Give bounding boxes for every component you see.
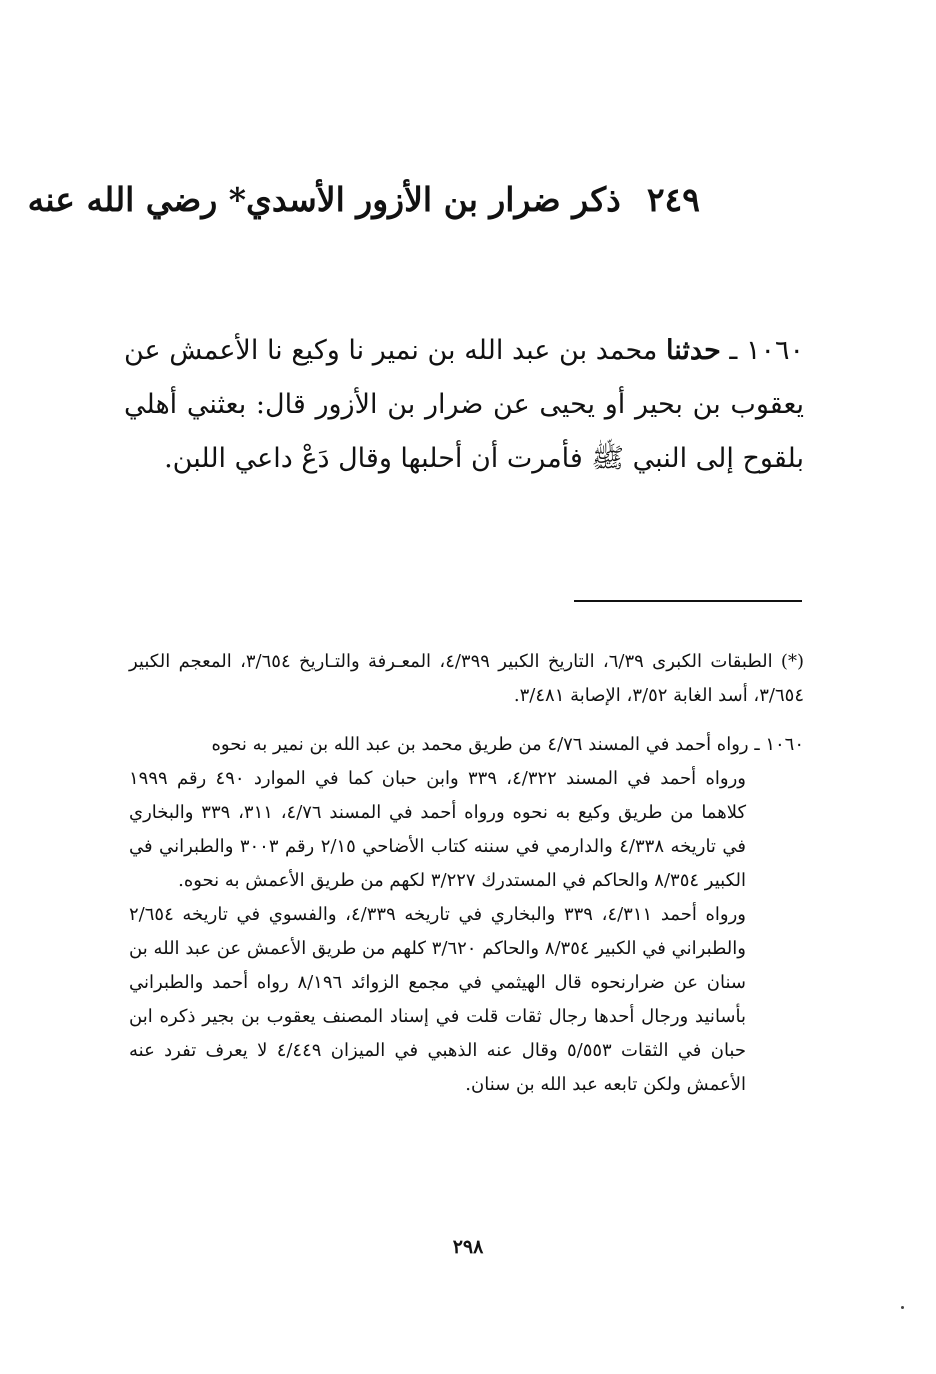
footnote-separator	[574, 600, 802, 602]
hadith-dash: ـ	[729, 335, 738, 366]
footnote-biography-text: (*) الطبقات الكبرى ٦/٣٩، التاريخ الكبير ٤/٣٩٩، المعـرفة والتـاريخ ٣/٦٥٤، المعجم الكبير ٣/٦٥٤، أسد الغابة ٣/٥٢، الإصابة ٣/٤٨١.	[129, 651, 804, 706]
hadith-lead-word: حدثنا	[666, 335, 721, 366]
footnote-takhrij-line-1: ١٠٦٠ ـ رواه أحمد في المسند ٤/٧٦ من طريق محمد بن عبد الله بن نمير به نحوه	[211, 734, 804, 755]
hadith-body: محمد بن عبد الله بن نمير نا وكيع نا الأعمش عن يعقوب بن بحير أو يحيى عن ضرار بن الأزور قال: بعثني أهلي بلقوح إلى النبي ﷺ فأمرت أن أحلبها وقال دَعْ داعي اللبن.	[124, 335, 804, 474]
chapter-title: ذكر ضرار بن الأزور الأسدي* رضي الله عنه	[27, 180, 621, 219]
chapter-number: ٢٤٩	[646, 180, 700, 219]
footnote-takhrij	[129, 728, 804, 1102]
chapter-heading	[27, 175, 700, 225]
hadith-text	[124, 324, 804, 486]
footnote-biography	[129, 645, 804, 713]
footnote-takhrij-para-2: ورواه أحمد في المسند ٤/٣٢٢، ٣٣٩ وابن حبان كما في الموارد ٤٩٠ رقم ١٩٩٩ كلاهما من طريق وكيع به نحوه ورواه أحمد في المسند ٤/٧٦، ٣١١، ٣٣٩ والبخاري في تاريخه ٤/٣٣٨ والدارمي في سننه كتاب الأضاحي ٢/١٥ رقم ٣٠٠٣ والطبراني في الكبير ٨/٣٥٤ والحاكم في المستدرك ٣/٢٢٧ لكهم من طريق الأعمش به نحوه.	[129, 768, 747, 891]
scan-speck	[901, 1306, 904, 1309]
page-number: ٢٩٨	[452, 1236, 484, 1258]
hadith-number: ١٠٦٠	[745, 335, 804, 366]
footnote-takhrij-para-3: ورواه أحمد ٤/٣١١، ٣٣٩ والبخاري في تاريخه ٤/٣٣٩، والفسوي في تاريخه ٢/٦٥٤ والطبراني في الكبير ٨/٣٥٤ والحاكم ٣/٦٢٠ كلهم من طريق الأعمش عن عبد الله بن سنان عن ضرارنحوه قال الهيثمي في مجمع الزوائد ٨/١٩٦ رواه أحمد والطبراني بأسانيد ورجال أحدها رجال ثقات قلت في إسناد المصنف يعقوب بن بجير ذكره ابن حبان في الثقات ٥/٥٥٣ وقال عنه الذهبي في الميزان ٤/٤٤٩ لا يعرف تفرد عنه الأعمش ولكن تابعه عبد الله بن سنان.	[129, 904, 747, 1095]
